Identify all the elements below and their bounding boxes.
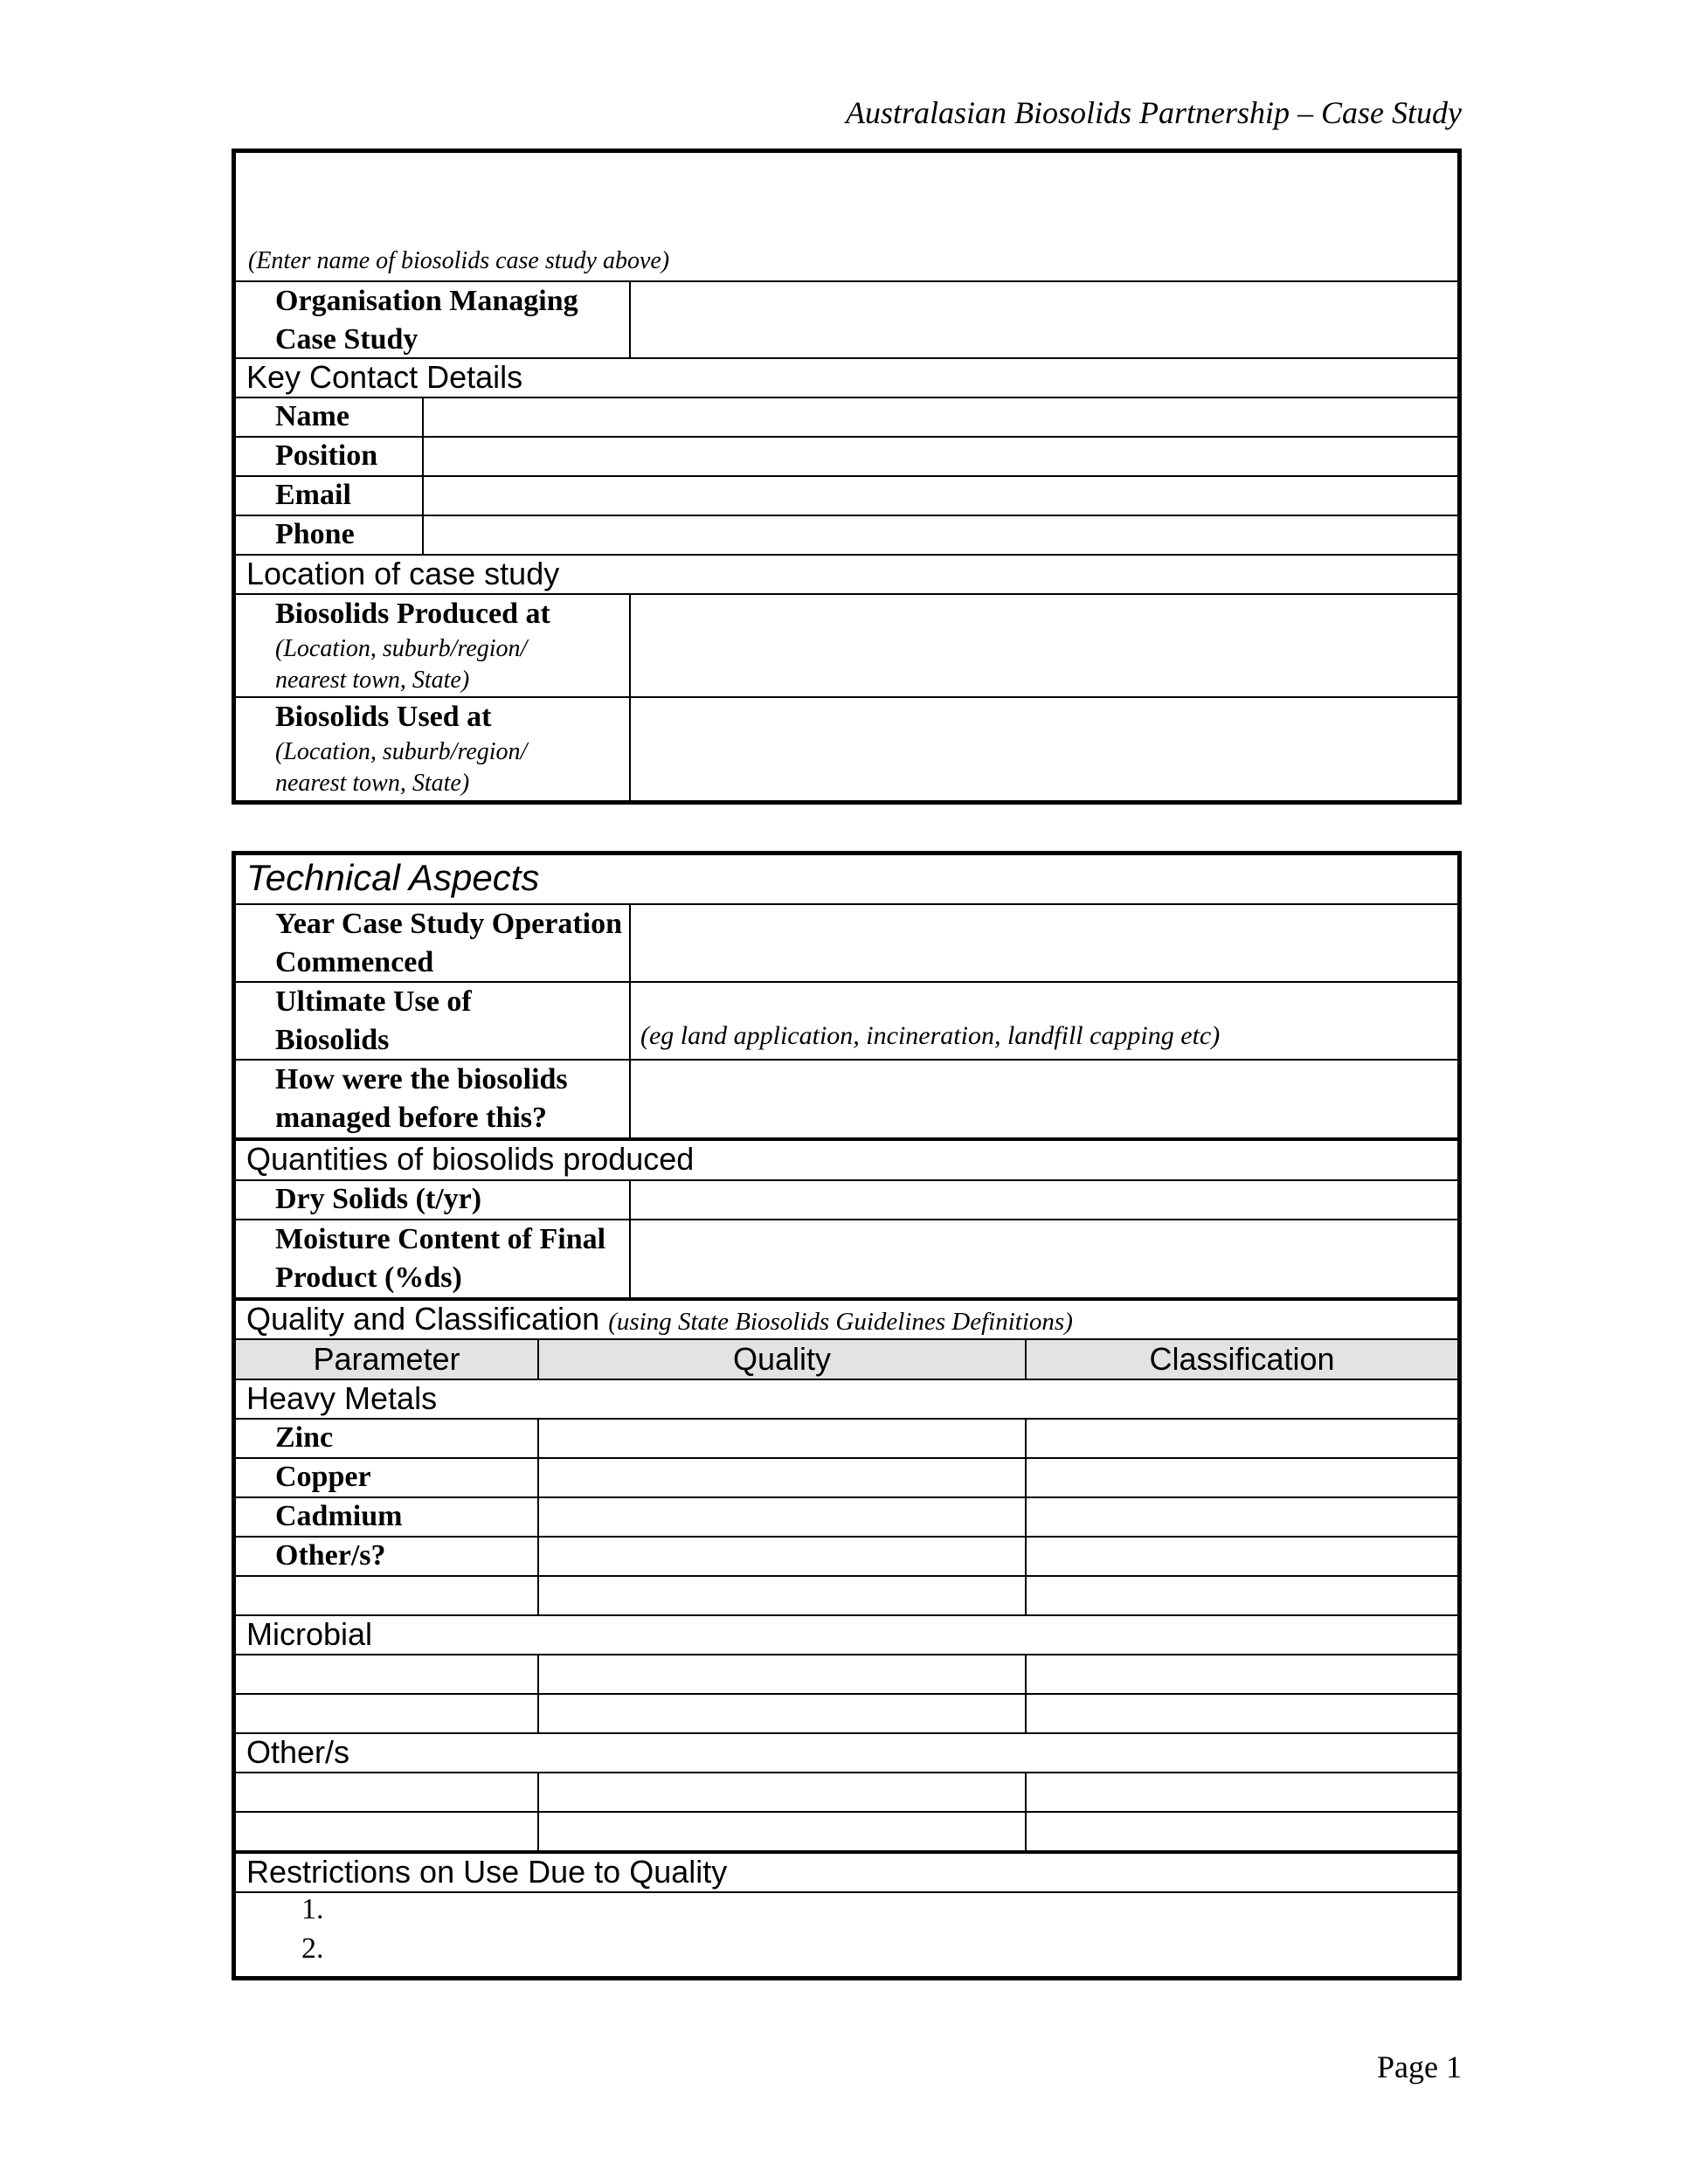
contact-phone-label: Phone (275, 518, 355, 550)
produced-at-field[interactable] (631, 595, 1457, 696)
table-row (236, 1577, 1457, 1616)
quantities-heading-row (236, 1141, 1457, 1181)
blank-quality-cell[interactable] (539, 1577, 1025, 1614)
blank-classification-cell[interactable] (1027, 1655, 1457, 1693)
ultimate-use-hint: (eg land application, incineration, landfill capping etc) (640, 1021, 1221, 1050)
blank-parameter-cell[interactable] (236, 1773, 537, 1811)
microbial-heading-row (236, 1616, 1457, 1655)
zinc-quality-cell[interactable] (539, 1420, 1025, 1457)
produced-at-label-group (275, 595, 625, 696)
year-label: Year Case Study Operation Commenced (275, 908, 622, 978)
dry-solids-field[interactable] (631, 1181, 1457, 1219)
year-field[interactable] (631, 905, 1457, 981)
used-at-row (236, 698, 1457, 800)
ultimate-use-label: Ultimate Use of Biosolids (275, 985, 472, 1056)
table-row-cadmium (236, 1498, 1457, 1538)
others-heading-row (236, 1734, 1457, 1773)
document-header: Australasian Biosolids Partnership – Case Study (845, 95, 1462, 130)
organisation-field[interactable] (631, 282, 1457, 357)
quantities-heading: Quantities of biosolids produced (246, 1141, 695, 1177)
table-row-other-metals (236, 1538, 1457, 1577)
copper-classification-cell[interactable] (1027, 1459, 1457, 1496)
year-row (236, 905, 1457, 983)
table-row-zinc (236, 1420, 1457, 1459)
contact-email-label: Email (275, 479, 351, 511)
blank-parameter-cell[interactable] (236, 1577, 537, 1614)
organisation-label: Organisation Managing Case Study (275, 285, 578, 356)
copper-quality-cell[interactable] (539, 1459, 1025, 1496)
contact-row-name (236, 398, 1457, 438)
blank-classification-cell[interactable] (1027, 1577, 1457, 1614)
moisture-label: Moisture Content of Final Product (%ds) (275, 1223, 606, 1294)
heavy-metals-heading: Heavy Metals (246, 1380, 438, 1416)
contact-name-field[interactable] (424, 398, 1457, 436)
contact-email-field[interactable] (424, 477, 1457, 515)
table-row (236, 1773, 1457, 1813)
blank-quality-cell[interactable] (539, 1813, 1025, 1850)
blank-parameter-cell[interactable] (236, 1695, 537, 1732)
produced-at-label: Biosolids Produced at (275, 598, 550, 630)
blank-classification-cell[interactable] (1027, 1773, 1457, 1811)
moisture-row (236, 1220, 1457, 1301)
cadmium-quality-cell[interactable] (539, 1498, 1025, 1536)
zinc-label: Zinc (275, 1421, 334, 1454)
zinc-classification-cell[interactable] (1027, 1420, 1457, 1457)
managed-before-row (236, 1061, 1457, 1141)
cadmium-classification-cell[interactable] (1027, 1498, 1457, 1536)
case-study-details-table (232, 149, 1462, 805)
column-quality: Quality (732, 1341, 832, 1377)
table-row (236, 1655, 1457, 1695)
managed-before-field[interactable] (631, 1061, 1457, 1137)
other-metals-label: Other/s? (275, 1539, 386, 1572)
blank-quality-cell[interactable] (539, 1695, 1025, 1732)
technical-title: Technical Aspects (246, 857, 540, 898)
quality-heading-group (246, 1301, 1073, 1337)
location-heading-row (236, 556, 1457, 595)
cadmium-label: Cadmium (275, 1500, 403, 1532)
ultimate-use-row (236, 983, 1457, 1061)
quality-note: (using State Biosolids Guidelines Definitions) (608, 1308, 1073, 1336)
contact-position-field[interactable] (424, 438, 1457, 475)
blank-classification-cell[interactable] (1027, 1695, 1457, 1732)
key-contact-heading-row (236, 359, 1457, 398)
contact-row-email (236, 477, 1457, 516)
location-heading: Location of case study (246, 556, 560, 591)
key-contact-heading: Key Contact Details (246, 359, 523, 395)
dry-solids-row (236, 1181, 1457, 1220)
produced-at-note: (Location, suburb/region/ nearest town, State) (275, 635, 528, 694)
restrictions-heading: Restrictions on Use Due to Quality (246, 1854, 728, 1890)
list-item: 1. (301, 1893, 324, 1925)
managed-before-label: How were the biosolids managed before this? (275, 1063, 568, 1134)
organisation-row (236, 282, 1457, 359)
column-parameter: Parameter (313, 1341, 460, 1377)
quality-table-header (236, 1340, 1457, 1380)
contact-position-label: Position (275, 439, 378, 472)
case-study-name-row[interactable] (236, 153, 1457, 282)
blank-quality-cell[interactable] (539, 1655, 1025, 1693)
blank-parameter-cell[interactable] (236, 1813, 537, 1850)
list-item: 2. (301, 1932, 324, 1965)
microbial-heading: Microbial (246, 1616, 373, 1652)
contact-name-label: Name (275, 400, 349, 432)
contact-row-phone (236, 516, 1457, 556)
contact-row-position (236, 438, 1457, 477)
table-row-copper (236, 1459, 1457, 1498)
page-number: Page 1 (1377, 2049, 1462, 2084)
ultimate-use-field[interactable] (631, 983, 1457, 1059)
used-at-field[interactable] (631, 698, 1457, 800)
technical-aspects-table (232, 851, 1462, 1980)
quality-heading: Quality and Classification (246, 1301, 600, 1337)
blank-quality-cell[interactable] (539, 1773, 1025, 1811)
blank-classification-cell[interactable] (1027, 1813, 1457, 1850)
other-metals-classification-cell[interactable] (1027, 1538, 1457, 1575)
table-row (236, 1695, 1457, 1734)
used-at-label-group (275, 698, 625, 799)
restrictions-heading-row (236, 1854, 1457, 1893)
produced-at-row (236, 595, 1457, 698)
table-row (236, 1813, 1457, 1854)
dry-solids-label: Dry Solids (t/yr) (275, 1183, 482, 1215)
contact-phone-field[interactable] (424, 516, 1457, 554)
quality-heading-row (236, 1301, 1457, 1340)
name-hint: (Enter name of biosolids case study above) (248, 247, 670, 274)
used-at-note: (Location, suburb/region/ nearest town, State) (275, 738, 528, 797)
used-at-label: Biosolids Used at (275, 701, 492, 733)
column-classification: Classification (1149, 1341, 1335, 1377)
restrictions-list[interactable] (236, 1893, 1457, 1976)
copper-label: Copper (275, 1461, 371, 1493)
blank-parameter-cell[interactable] (236, 1655, 537, 1693)
others-heading: Other/s (246, 1734, 350, 1770)
other-metals-quality-cell[interactable] (539, 1538, 1025, 1575)
technical-title-row (236, 855, 1457, 905)
heavy-metals-heading-row (236, 1380, 1457, 1420)
moisture-field[interactable] (631, 1220, 1457, 1297)
